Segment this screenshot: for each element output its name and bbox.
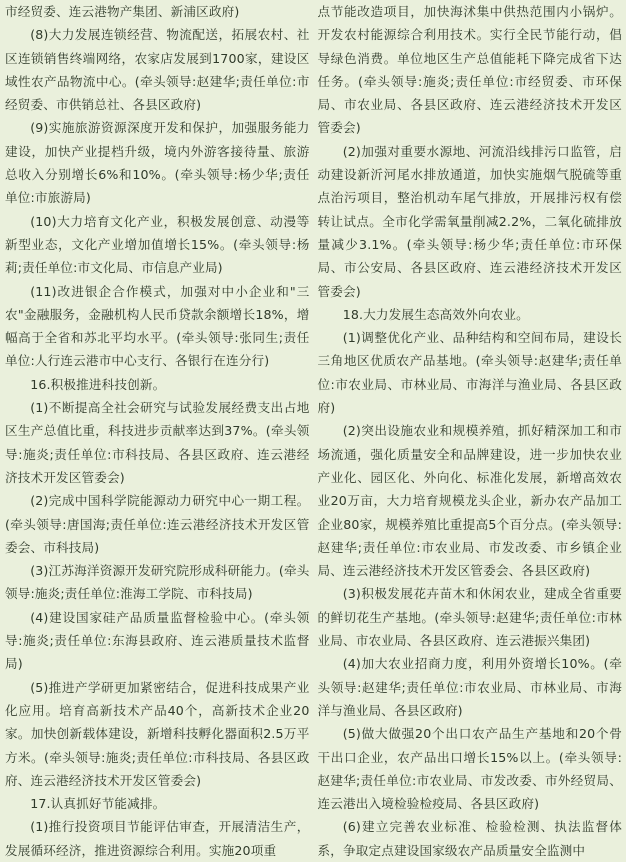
right-paragraph: 18.大力发展生态高效外向农业。 bbox=[342, 306, 529, 322]
right-paragraph: 点节能改造项目，加快海沭集中供热范围内小锅炉。开发农村能源综合利用技术。实行全民节能行动，倡导绿色消费。单位地区生产总值能耗下降完成省下达任务。(牵头领导:施炎;责任单位:市经贸委、市环保局、市农业局、各县区政府、连云港经济技术开发区管委会) bbox=[317, 4, 622, 136]
left-paragraph: (2)完成中国科学院能源动力研究中心一期工程。(牵头领导:唐国海;责任单位:连云港经济技术开发区管委会、市科技局) bbox=[5, 493, 310, 555]
left-paragraph: 16.积极推进科技创新。 bbox=[30, 376, 166, 392]
left-paragraph: (1)推行投资项目节能评估审查，开展清洁生产，发展循环经济，推进资源综合利用。实施20项重 bbox=[5, 819, 310, 858]
left-paragraph: (9)实施旅游资源深度开发和保护，加强服务能力建设，加快产业提档升级，境内外游客接待量、旅游总收入分别增长6%和10%。(牵头领导:杨少华;责任单位:市旅游局) bbox=[5, 120, 310, 206]
left-paragraph: 市经贸委、连云港物产集团、新浦区政府) bbox=[5, 4, 240, 19]
right-paragraph: (3)积极发展花卉苗木和休闲农业，建成全省重要的鲜切花生产基地。(牵头领导:赵建华;责任单位:市林业局、市农业局、各县区政府、连云港振兴集团) bbox=[317, 586, 622, 649]
left-paragraph: (11)改进银企合作模式，加强对中小企业和"三农"金融服务，金融机构人民币贷款余额增长18%，增幅高于全省和苏北平均水平。(牵头领导:张同生;责任单位:人行连云港市中心支行、各银行在连分行) bbox=[5, 283, 310, 369]
left-paragraph: (1)不断提高全社会研究与试验发展经费支出占地区生产总值比重，科技进步贡献率达到37%。(牵头领导:施炎;责任单位:市科技局、各县区政府、连云港经济技术开发区管委会) bbox=[5, 400, 310, 485]
right-paragraph: (6)建立完善农业标准、检验检测、执法监督体系，争取定点建设国家级农产品质量安全监测中 bbox=[317, 819, 622, 858]
left-paragraph: (10)大力培育文化产业，积极发展创意、动漫等新型业态，文化产业增加值增长15%。(牵头领导:杨莉;责任单位:市文化局、市信息产业局) bbox=[5, 213, 310, 276]
left-paragraph: (3)江苏海洋资源开发研究院形成科研能力。(牵头领导:施炎;责任单位:淮海工学院、市科技局) bbox=[5, 563, 310, 602]
right-paragraph: (5)做大做强20个出口农产品生产基地和20个骨干出口企业，农产品出口增长15%以上。(牵头领导:赵建华;责任单位:市农业局、市发改委、市外经贸局、连云港出入境检验检疫局、各县区政府) bbox=[317, 726, 622, 812]
right-paragraph: (4)加大农业招商力度，利用外资增长10%。(牵头领导:赵建华;责任单位:市农业局、市林业局、市海洋与渔业局、各县区政府) bbox=[317, 656, 622, 718]
left-paragraph: (5)推进产学研更加紧密结合，促进科技成果产业化应用。培育高新技术产品40个，高新技术企业20家。加快创新载体建设，新增科技孵化器面积2.5万平方米。(牵头领导:施炎;责任单位:市科技局、各县区政府、连云港经济技术开发区管委会) bbox=[5, 679, 310, 788]
right-column bbox=[317, 0, 623, 858]
left-paragraph: 17.认真抓好节能减排。 bbox=[30, 796, 166, 812]
left-paragraph: (8)大力发展连锁经营、物流配送，拓展农村、社区连锁销售终端网络，农家店发展到1700家，建设区域性农产品物流中心。(牵头领导:赵建华;责任单位:市经贸委、市供销总社、各县区政府) bbox=[5, 27, 310, 113]
right-paragraph: (1)调整优化产业、品种结构和空间布局，建设长三角地区优质农产品基地。(牵头领导:赵建华;责任单位:市农业局、市林业局、市海洋与渔业局、各县区政府) bbox=[317, 330, 622, 416]
right-paragraph: (2)加强对重要水源地、河流沿线排污口监管，启动建设新沂河尾水排放通道，加快实施烟气脱硫等重点治污项目，整治机动车尾气排放，开展排污权有偿转让试点。全市化学需氧量削减2.2%，二氧化硫排放量减少3.1%。(牵头领导:杨少华;责任单位:市环保局、市公安局、各县区政府、连云港经济技术开发区管委会) bbox=[317, 143, 622, 299]
right-paragraph: (2)突出设施农业和规模养殖，抓好精深加工和市场流通，强化质量安全和品牌建设，进一步加快农业产业化、园区化、外向化、标准化发展，新增高效农业20万亩，大力培育规模龙头企业，新办农产品加工企业80家，规模养殖比重提高5个百分点。(牵头领导:赵建华;责任单位:市农业局、市发改委、市乡镇企业局、连云港经济技术开发区管委会、各县区政府) bbox=[317, 423, 622, 579]
left-paragraph: (4)建设国家硅产品质量监督检验中心。(牵头领导:施炎;责任单位:东海县政府、连云港质量技术监督局) bbox=[5, 609, 310, 672]
left-column bbox=[5, 0, 310, 858]
